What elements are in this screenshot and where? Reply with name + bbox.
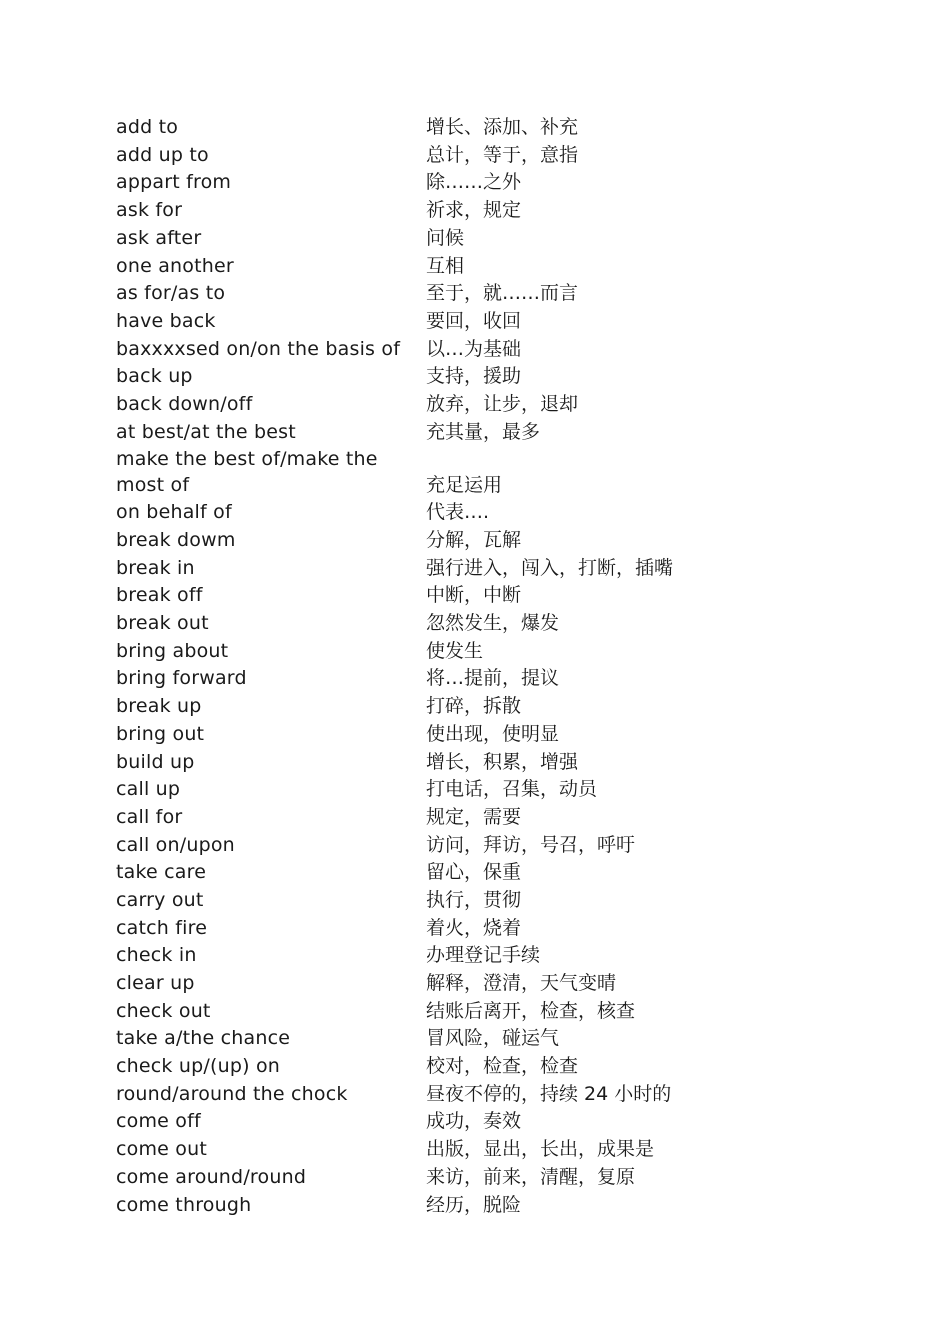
phrase-en: at best/at the best — [116, 420, 296, 443]
phrase-zh: 祈求，规定 — [426, 199, 522, 222]
phrase-zh: 使发生 — [426, 639, 484, 662]
table-row — [116, 141, 736, 169]
phrase-en: break in — [116, 556, 195, 579]
phrase-zh: 增长、添加、补充 — [426, 116, 579, 139]
phrase-en: come around/round — [116, 1165, 307, 1188]
table-row — [116, 969, 736, 997]
table-row — [116, 418, 736, 446]
phrase-en: call up — [116, 778, 181, 801]
phrase-zh: 充足运用 — [426, 473, 503, 496]
table-row — [116, 775, 736, 803]
phrase-zh: 充其量，最多 — [426, 420, 541, 443]
table-row — [116, 1052, 736, 1080]
phrase-en: as for/as to — [116, 282, 226, 305]
phrase-en: ask after — [116, 226, 202, 249]
phrase-en: clear up — [116, 972, 195, 995]
phrase-zh: 昼夜不停的，持续 24 小时的 — [426, 1082, 672, 1105]
table-row — [116, 526, 736, 554]
phrase-zh: 打电话，召集，动员 — [426, 778, 598, 801]
phrase-zh: 使出现，使明显 — [426, 722, 560, 745]
phrase-zh: 互相 — [426, 254, 465, 277]
phrase-zh: 忽然发生，爆发 — [426, 612, 560, 635]
table-row — [116, 858, 736, 886]
table-row — [116, 803, 736, 831]
phrase-en: come out — [116, 1138, 208, 1161]
table-row — [116, 113, 736, 141]
table-row — [116, 664, 736, 692]
table-row — [116, 637, 736, 665]
phrase-en: bring forward — [116, 667, 247, 690]
table-row — [116, 914, 736, 942]
table-row — [116, 390, 736, 418]
table-row — [116, 335, 736, 363]
phrase-zh: 成功，奏效 — [426, 1110, 522, 1133]
phrase-en: catch fire — [116, 916, 208, 939]
phrase-zh: 总计，等于，意指 — [426, 143, 579, 166]
phrase-en: check up/(up) on — [116, 1055, 281, 1078]
table-row — [116, 997, 736, 1025]
phrase-table-body — [116, 113, 736, 1218]
phrase-en: break dowm — [116, 529, 236, 552]
phrase-en: one another — [116, 254, 234, 277]
phrase-zh: 代表…. — [426, 501, 490, 524]
phrase-en: on behalf of — [116, 501, 232, 524]
phrase-zh: 支持，援助 — [426, 365, 522, 388]
phrase-zh: 办理登记手续 — [426, 944, 541, 967]
phrase-en: ask for — [116, 199, 183, 222]
phrase-en: break off — [116, 584, 203, 607]
phrase-zh: 着火，烧着 — [426, 916, 522, 939]
table-row — [116, 831, 736, 859]
table-row — [116, 279, 736, 307]
phrase-zh: 至于，就……而言 — [426, 282, 579, 305]
phrase-zh: 冒风险，碰运气 — [426, 1027, 560, 1050]
phrase-en: back down/off — [116, 392, 253, 415]
table-row — [116, 941, 736, 969]
table-row — [116, 1107, 736, 1135]
phrase-zh: 规定，需要 — [426, 805, 522, 828]
phrase-zh: 校对，检查，检查 — [426, 1055, 579, 1078]
phrase-zh: 来访，前来，清醒，复原 — [426, 1165, 636, 1188]
phrase-en: appart from — [116, 171, 232, 194]
table-row — [116, 1024, 736, 1052]
phrase-zh: 分解，瓦解 — [426, 529, 522, 552]
phrase-en: add up to — [116, 143, 209, 166]
table-row — [116, 196, 736, 224]
table-row — [116, 1080, 736, 1108]
phrase-en: back up — [116, 365, 193, 388]
phrase-en: check in — [116, 944, 197, 967]
phrase-zh: 中断，中断 — [426, 584, 522, 607]
phrase-table — [116, 113, 736, 1218]
phrase-zh: 结账后离开，检查，核查 — [426, 999, 636, 1022]
phrase-zh: 增长，积累，增强 — [426, 750, 579, 773]
table-row — [116, 498, 736, 526]
phrase-en: come through — [116, 1193, 252, 1216]
phrase-en: have back — [116, 309, 216, 332]
phrase-zh: 经历，脱险 — [426, 1193, 522, 1216]
phrase-zh: 执行，贯彻 — [426, 888, 522, 911]
phrase-en: take care — [116, 861, 207, 884]
phrase-en: build up — [116, 750, 195, 773]
table-row — [116, 307, 736, 335]
phrase-zh: 访问，拜访，号召，呼吁 — [426, 833, 636, 856]
table-row — [116, 251, 736, 279]
table-row — [116, 581, 736, 609]
table-row — [116, 224, 736, 252]
table-row — [116, 720, 736, 748]
table-row — [116, 554, 736, 582]
phrase-zh: 要回，收回 — [426, 309, 522, 332]
phrase-zh: 问候 — [426, 226, 465, 249]
phrase-en: make the best of/make the most of — [116, 448, 378, 496]
phrase-en: round/around the chock — [116, 1082, 348, 1105]
table-row — [116, 362, 736, 390]
phrase-en: come off — [116, 1110, 201, 1133]
table-row — [116, 747, 736, 775]
table-row — [116, 1135, 736, 1163]
phrase-en: check out — [116, 999, 211, 1022]
table-row — [116, 1190, 736, 1218]
table-row — [116, 1163, 736, 1191]
phrase-zh: 打碎，拆散 — [426, 695, 522, 718]
phrase-en: call for — [116, 805, 183, 828]
phrase-en: bring about — [116, 639, 229, 662]
phrase-zh: 将…提前，提议 — [426, 667, 560, 690]
phrase-zh: 放弃，让步，退却 — [426, 392, 579, 415]
phrase-en: take a/the chance — [116, 1027, 291, 1050]
phrase-zh: 除……之外 — [426, 171, 522, 194]
table-row — [116, 609, 736, 637]
phrase-en: bring out — [116, 722, 205, 745]
phrase-en: call on/upon — [116, 833, 235, 856]
table-row — [116, 445, 736, 498]
table-row — [116, 692, 736, 720]
phrase-en: break up — [116, 695, 202, 718]
phrase-zh: 出版，显出，长出，成果是 — [426, 1138, 655, 1161]
phrase-en: baxxxxsed on/on the basis of — [116, 337, 401, 360]
phrase-zh: 以…为基础 — [426, 337, 522, 360]
table-row — [116, 168, 736, 196]
phrase-en: carry out — [116, 888, 204, 911]
phrase-en: add to — [116, 116, 179, 139]
table-row — [116, 886, 736, 914]
phrase-zh: 解释，澄清，天气变晴 — [426, 972, 617, 995]
phrase-zh: 留心，保重 — [426, 861, 522, 884]
phrase-en: break out — [116, 612, 209, 635]
phrase-zh: 强行进入，闯入，打断，插嘴 — [426, 556, 674, 579]
